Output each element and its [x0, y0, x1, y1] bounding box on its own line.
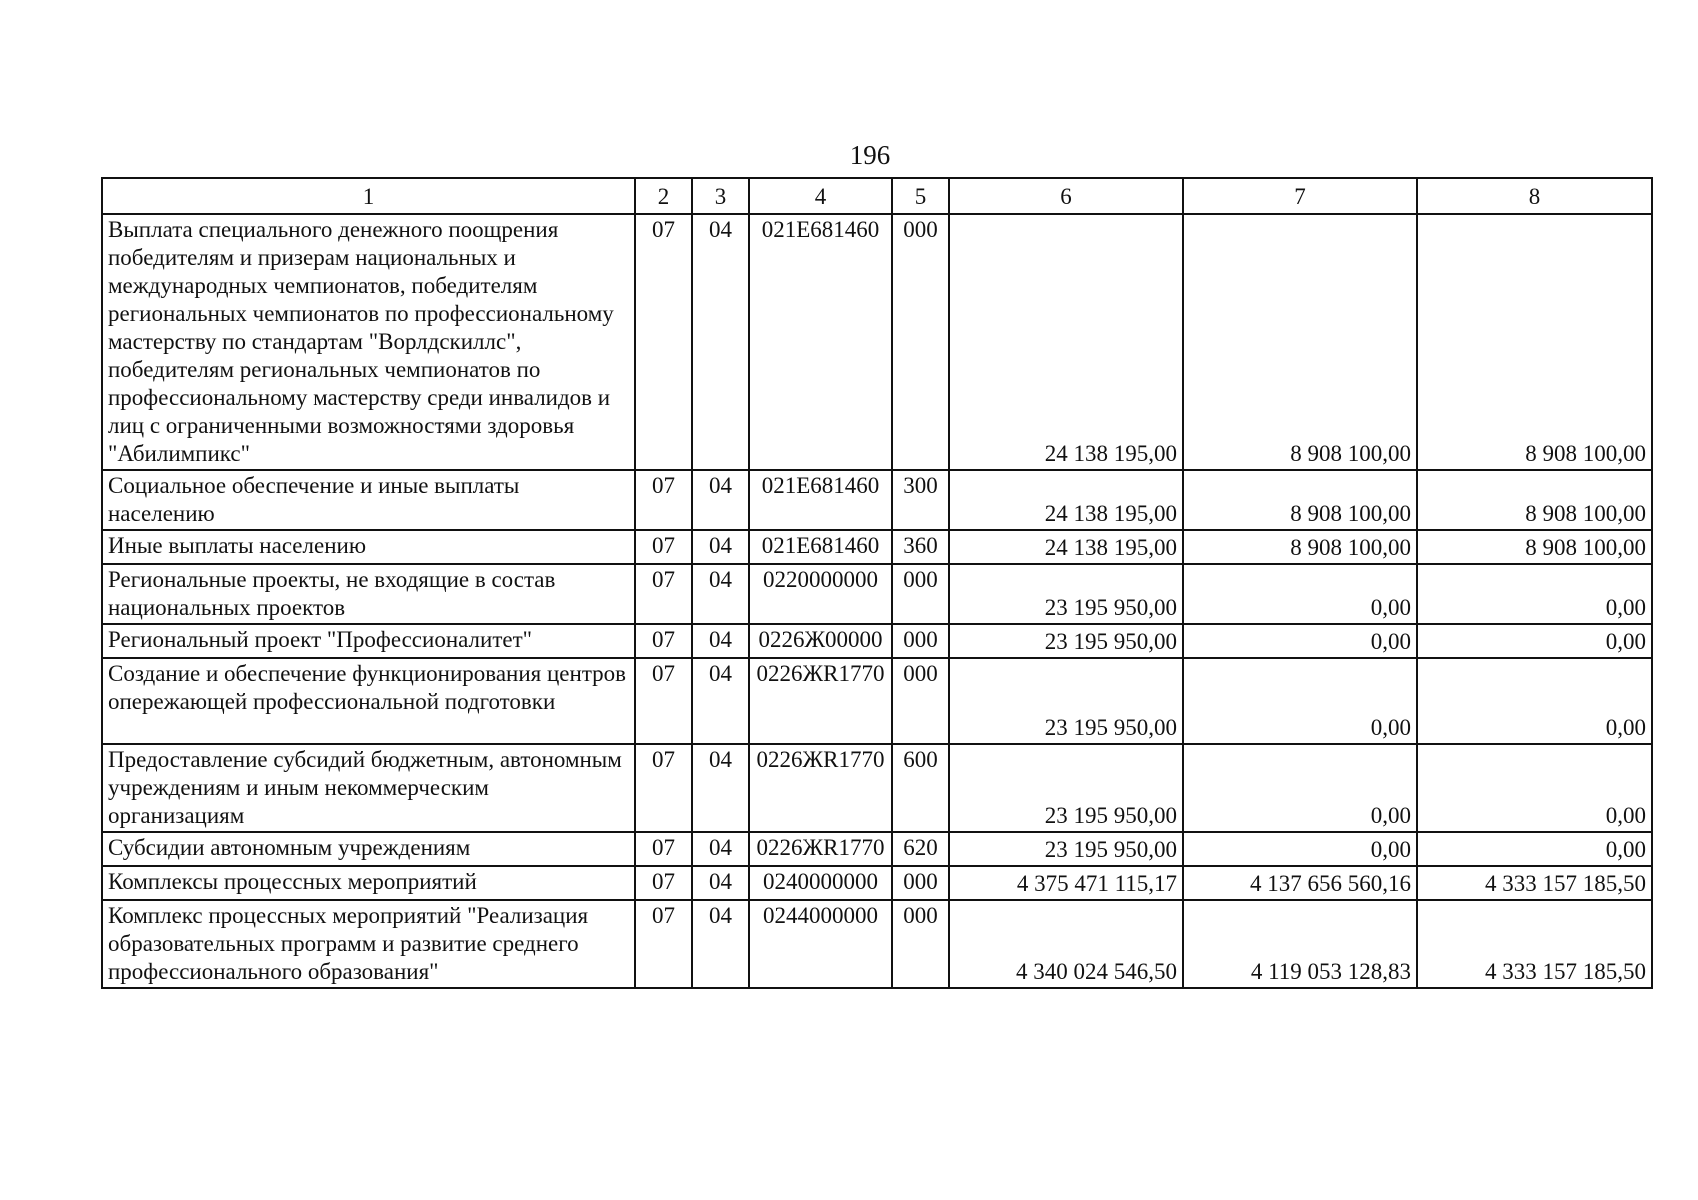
row-expense-code: 000	[892, 214, 949, 470]
row-subsection: 04	[692, 866, 749, 900]
row-amount-1: 24 138 195,00	[949, 530, 1183, 564]
column-header-subsection: 3	[692, 178, 749, 214]
row-name: Социальное обеспечение и иные выплаты населению	[102, 470, 635, 530]
row-section: 07	[635, 658, 692, 744]
row-amount-3: 8 908 100,00	[1417, 214, 1652, 470]
page-number: 196	[849, 140, 891, 170]
row-amount-3: 0,00	[1417, 658, 1652, 744]
row-name: Региональный проект "Профессионалитет"	[102, 624, 635, 658]
row-amount-3: 0,00	[1417, 832, 1652, 866]
row-amount-1: 23 195 950,00	[949, 564, 1183, 624]
row-section: 07	[635, 900, 692, 988]
row-name: Субсидии автономным учреждениям	[102, 832, 635, 866]
row-amount-2: 0,00	[1183, 832, 1417, 866]
row-amount-1: 24 138 195,00	[949, 214, 1183, 470]
row-name: Комплекс процессных мероприятий "Реализация образовательных программ и развитие среднего профессионального образования"	[102, 900, 635, 988]
row-expense-code: 600	[892, 744, 949, 832]
row-amount-2: 8 908 100,00	[1183, 214, 1417, 470]
table-row	[102, 470, 1652, 530]
row-name: Создание и обеспечение функционирования центров опережающей профессиональной подготовки	[102, 658, 635, 744]
row-expense-code: 300	[892, 470, 949, 530]
row-amount-1: 4 340 024 546,50	[949, 900, 1183, 988]
row-section: 07	[635, 564, 692, 624]
column-header-amount3: 8	[1417, 178, 1652, 214]
row-target-code: 021E681460	[749, 214, 892, 470]
row-section: 07	[635, 832, 692, 866]
row-expense-code: 000	[892, 564, 949, 624]
table-row	[102, 624, 1652, 658]
row-name: Комплексы процессных мероприятий	[102, 866, 635, 900]
column-header-amount2: 7	[1183, 178, 1417, 214]
row-section: 07	[635, 530, 692, 564]
row-expense-code: 000	[892, 866, 949, 900]
table-row	[102, 866, 1652, 900]
row-amount-2: 0,00	[1183, 624, 1417, 658]
row-amount-3: 0,00	[1417, 564, 1652, 624]
row-expense-code: 620	[892, 832, 949, 866]
row-amount-2: 4 119 053 128,83	[1183, 900, 1417, 988]
row-name: Региональные проекты, не входящие в состав национальных проектов	[102, 564, 635, 624]
row-target-code: 0220000000	[749, 564, 892, 624]
table-row	[102, 530, 1652, 564]
row-target-code: 0226ЖR1770	[749, 832, 892, 866]
row-subsection: 04	[692, 564, 749, 624]
row-target-code: 0226ЖR1770	[749, 658, 892, 744]
row-section: 07	[635, 214, 692, 470]
row-expense-code: 360	[892, 530, 949, 564]
row-subsection: 04	[692, 900, 749, 988]
row-section: 07	[635, 866, 692, 900]
table-row	[102, 564, 1652, 624]
column-header-amount1: 6	[949, 178, 1183, 214]
row-subsection: 04	[692, 832, 749, 866]
row-target-code: 021E681460	[749, 530, 892, 564]
row-subsection: 04	[692, 744, 749, 832]
row-expense-code: 000	[892, 658, 949, 744]
row-target-code: 0240000000	[749, 866, 892, 900]
table-row	[102, 214, 1652, 470]
row-amount-2: 0,00	[1183, 564, 1417, 624]
table-header-row	[102, 178, 1652, 214]
table-row	[102, 900, 1652, 988]
row-subsection: 04	[692, 214, 749, 470]
row-target-code: 021E681460	[749, 470, 892, 530]
row-amount-2: 4 137 656 560,16	[1183, 866, 1417, 900]
column-header-expense: 5	[892, 178, 949, 214]
row-name: Предоставление субсидий бюджетным, автономным учреждениям и иным некоммерческим организациям	[102, 744, 635, 832]
row-amount-3: 0,00	[1417, 624, 1652, 658]
row-expense-code: 000	[892, 624, 949, 658]
column-header-section: 2	[635, 178, 692, 214]
row-amount-3: 8 908 100,00	[1417, 470, 1652, 530]
row-target-code: 0226Ж00000	[749, 624, 892, 658]
row-section: 07	[635, 744, 692, 832]
row-amount-2: 8 908 100,00	[1183, 470, 1417, 530]
row-section: 07	[635, 470, 692, 530]
row-section: 07	[635, 624, 692, 658]
row-expense-code: 000	[892, 900, 949, 988]
row-amount-2: 0,00	[1183, 744, 1417, 832]
row-amount-1: 23 195 950,00	[949, 658, 1183, 744]
row-subsection: 04	[692, 470, 749, 530]
row-subsection: 04	[692, 530, 749, 564]
row-amount-2: 0,00	[1183, 658, 1417, 744]
row-name: Иные выплаты населению	[102, 530, 635, 564]
row-amount-3: 4 333 157 185,50	[1417, 900, 1652, 988]
table-row	[102, 744, 1652, 832]
row-amount-3: 8 908 100,00	[1417, 530, 1652, 564]
column-header-target: 4	[749, 178, 892, 214]
table-row	[102, 658, 1652, 744]
row-amount-1: 23 195 950,00	[949, 744, 1183, 832]
row-subsection: 04	[692, 658, 749, 744]
row-name: Выплата специального денежного поощрения победителям и призерам национальных и международных чемпионатов, победителям региональных чемпионатов по профессиональному мастерству по стандартам "Ворлдскиллс", победителям региональных чемпионатов по профессиональному мастерству среди инвалидов и лиц с ограниченными возможностями здоровья "Абилимпикс"	[102, 214, 635, 470]
row-amount-1: 4 375 471 115,17	[949, 866, 1183, 900]
column-header-name: 1	[102, 178, 635, 214]
row-amount-1: 23 195 950,00	[949, 832, 1183, 866]
row-amount-2: 8 908 100,00	[1183, 530, 1417, 564]
row-amount-3: 0,00	[1417, 744, 1652, 832]
row-amount-1: 24 138 195,00	[949, 470, 1183, 530]
row-amount-1: 23 195 950,00	[949, 624, 1183, 658]
budget-table	[101, 177, 1653, 989]
row-subsection: 04	[692, 624, 749, 658]
row-amount-3: 4 333 157 185,50	[1417, 866, 1652, 900]
table-row	[102, 832, 1652, 866]
row-target-code: 0244000000	[749, 900, 892, 988]
row-target-code: 0226ЖR1770	[749, 744, 892, 832]
